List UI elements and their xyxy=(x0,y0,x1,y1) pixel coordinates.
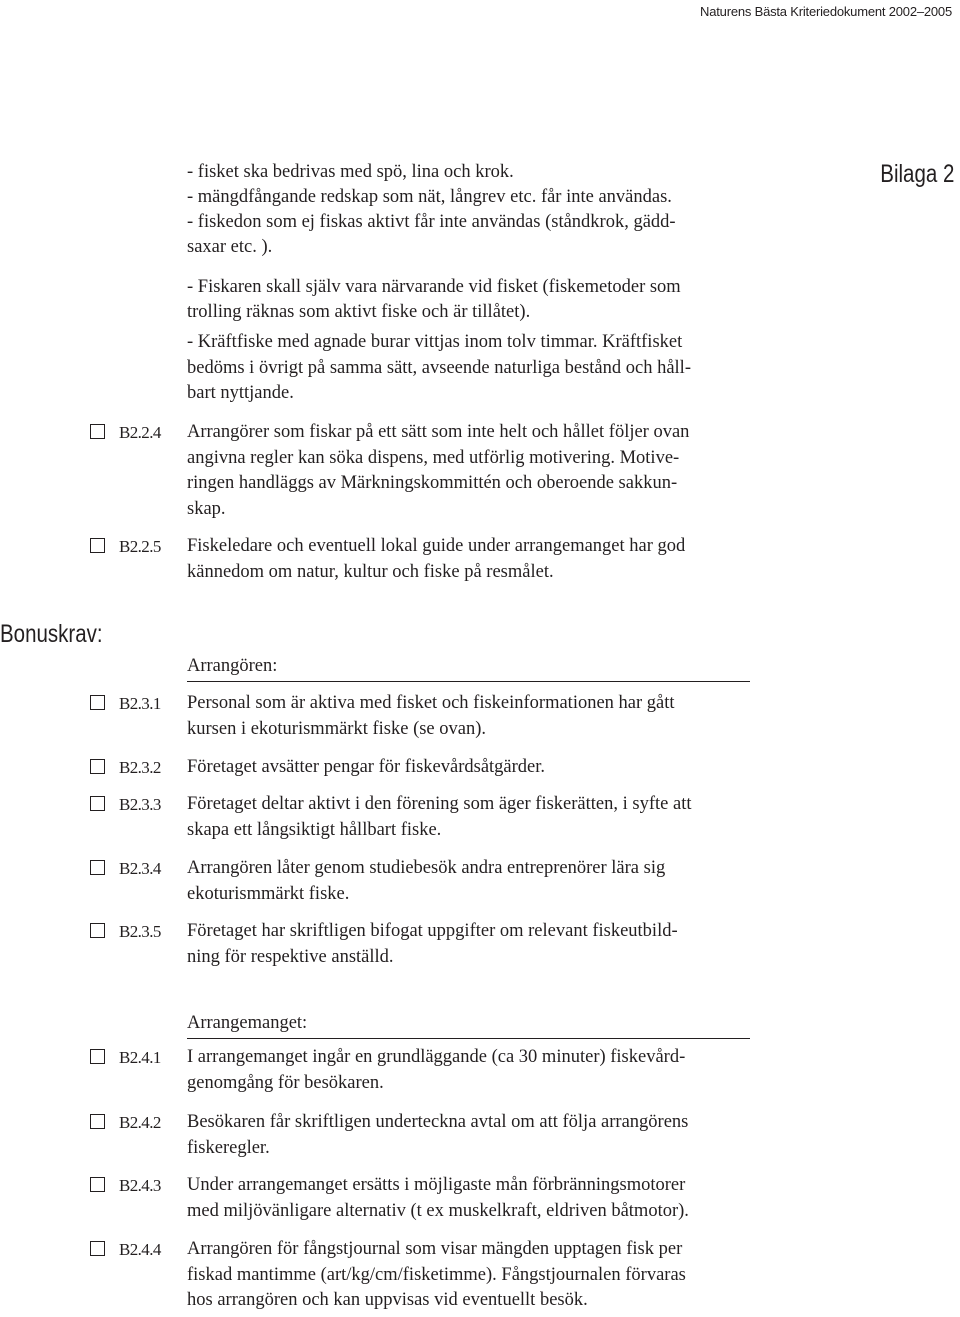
criterion-text: Under arrangemanget ersätts i möjligaste mån förbränningsmotorer med miljövänligare alternativ (t ex muskelkraft, eldriven båtmotor). xyxy=(187,1175,689,1221)
checkbox[interactable] xyxy=(90,424,105,439)
criterion-code: B2.3.2 xyxy=(119,758,161,777)
checkbox[interactable] xyxy=(90,860,105,875)
intro-line: bedöms i övrigt på samma sätt, avseende naturliga bestånd och håll- xyxy=(187,358,691,378)
criterion-code: B2.2.4 xyxy=(119,423,161,442)
criterion-text: Företaget avsätter pengar för fiskevårdsåtgärder. xyxy=(187,757,546,777)
criterion-text: Företaget deltar aktivt i den förening som äger fiskerätten, i syfte att skapa ett långsiktigt hållbart fiske. xyxy=(187,794,692,840)
criterion-code: B2.3.1 xyxy=(119,694,161,713)
intro-line: - Fiskaren skall själv vara närvarande vid fisket (fiskemetoder som xyxy=(187,277,681,297)
intro-line: bart nyttjande. xyxy=(187,383,294,403)
criterion-code: B2.3.3 xyxy=(119,795,161,814)
bonus-heading: Bonuskrav: xyxy=(0,620,103,648)
checkbox[interactable] xyxy=(90,923,105,938)
criterion-b2-3-5 xyxy=(0,919,960,999)
checkbox[interactable] xyxy=(90,1114,105,1129)
criterion-text: Arrangören låter genom studiebesök andra entreprenörer lära sig ekoturismmärkt fiske. xyxy=(187,858,666,904)
criterion-code: B2.2.5 xyxy=(119,537,161,556)
checkbox[interactable] xyxy=(90,695,105,710)
criterion-text: Fiskeledare och eventuell lokal guide under arrangemanget har god kännedom om natur, kultur och fiske på resmålet. xyxy=(187,536,686,582)
intro-line: - Kräftfiske med agnade burar vittjas inom tolv timmar. Kräftfisket xyxy=(187,332,683,352)
criterion-code: B2.4.3 xyxy=(119,1176,161,1195)
criterion-code: B2.4.2 xyxy=(119,1113,161,1132)
intro-line: - fisket ska bedrivas med spö, lina och krok. xyxy=(187,162,514,182)
intro-line: saxar etc. ). xyxy=(187,237,273,257)
criterion-b2-4-4 xyxy=(0,1237,960,1317)
checkbox[interactable] xyxy=(90,1049,105,1064)
criterion-code: B2.4.4 xyxy=(119,1240,161,1259)
intro-line: trolling räknas som aktivt fiske och är tillåtet). xyxy=(187,302,531,322)
criterion-text: Arrangörer som fiskar på ett sätt som inte helt och hållet följer ovan angivna regler kan söka dispens, med utförlig motivering. Motive- ringen handläggs av Märkningskommittén och oberoende sakkun- skap. xyxy=(187,422,690,519)
checkbox[interactable] xyxy=(90,1177,105,1192)
checkbox[interactable] xyxy=(90,796,105,811)
intro-line: - fiskedon som ej fiskas aktivt får inte användas (ståndkrok, gädd- xyxy=(187,212,676,232)
criterion-text: Besökaren får skriftligen underteckna avtal om att följa arrangörens fiskeregler. xyxy=(187,1112,689,1158)
criterion-code: B2.4.1 xyxy=(119,1048,161,1067)
criterion-b2-2-4 xyxy=(0,420,960,519)
running-header: Naturens Bästa Kriteriedokument 2002–2005 xyxy=(700,4,952,19)
subheading-arrangemanget: Arrangemanget: xyxy=(187,1011,750,1039)
criterion-b2-2-5 xyxy=(0,534,960,614)
criterion-text: Personal som är aktiva med fisket och fiskeinformationen har gått kursen i ekoturismmärkt fiske (se ovan). xyxy=(187,693,675,739)
checkbox[interactable] xyxy=(90,538,105,553)
subheading-arrangoren: Arrangören: xyxy=(187,654,750,682)
intro-line: - mängdfångande redskap som nät, långrev etc. får inte användas. xyxy=(187,187,672,207)
checkbox[interactable] xyxy=(90,1241,105,1256)
checkbox[interactable] xyxy=(90,759,105,774)
criterion-text: Företaget har skriftligen bifogat uppgifter om relevant fiskeutbild- ning för respektive anställd. xyxy=(187,921,678,967)
criterion-code: B2.3.4 xyxy=(119,859,161,878)
appendix-label: Bilaga 2 xyxy=(879,160,954,188)
criterion-text: I arrangemanget ingår en grundläggande (ca 30 minuter) fiskevård- genomgång för besökaren. xyxy=(187,1047,686,1093)
criterion-text: Arrangören för fångstjournal som visar mängden upptagen fisk per fiskad mantimme (art/kg/cm/fisketimme). Fångstjournalen förvaras hos arrangören och kan uppvisas vid eventuellt besök. xyxy=(187,1239,686,1310)
criterion-code: B2.3.5 xyxy=(119,922,161,941)
